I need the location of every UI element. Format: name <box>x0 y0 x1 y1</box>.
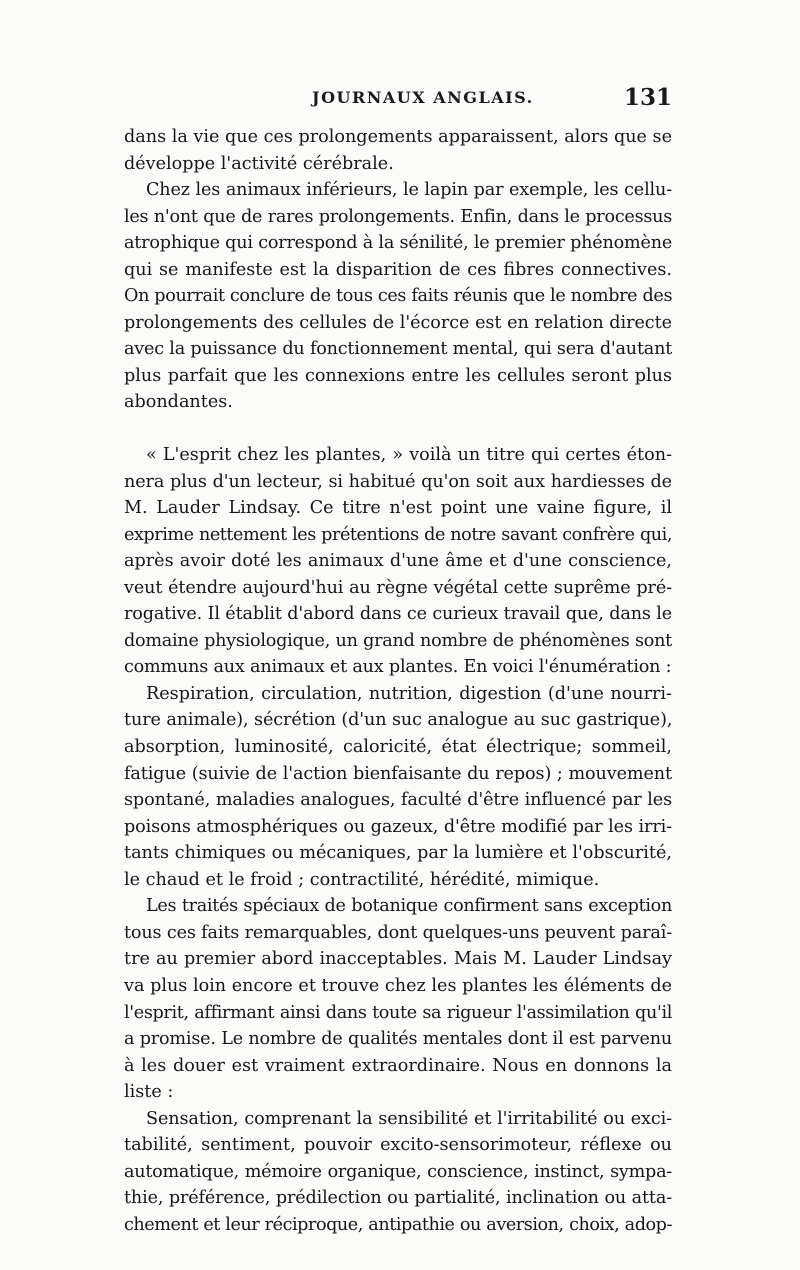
text-line: veut étendre aujourd'hui au règne végétal cette suprême pré- <box>124 577 672 598</box>
text-line: les n'ont que de rares prolongements. Enfin, dans le processus <box>124 206 672 227</box>
text-line: M. Lauder Lindsay. Ce titre n'est point une vaine figure, il <box>124 498 672 519</box>
text-line: tous ces faits remarquables, dont quelques-uns peuvent paraî- <box>124 922 672 943</box>
paragraph-gap <box>124 416 672 442</box>
text-line: tre au premier abord inacceptables. Mais M. Lauder Lindsay <box>124 949 672 970</box>
text-line: « L'esprit chez les plantes, » voilà un titre qui certes éton- <box>146 445 672 466</box>
page-number: 131 <box>623 84 672 111</box>
text-line: abondantes. <box>124 392 233 413</box>
paragraph-1 <box>124 124 672 177</box>
paragraph-3 <box>124 442 672 681</box>
paragraph-2 <box>124 177 672 416</box>
text-line: Chez les animaux inférieurs, le lapin par exemple, les cellu- <box>146 180 672 201</box>
text-line: prolongements des cellules de l'écorce est en relation directe <box>124 312 672 333</box>
text-line: dans la vie que ces prolongements apparaissent, alors que se <box>124 127 672 147</box>
text-line: qui se manifeste est la disparition de ces fibres connectives. <box>124 259 672 280</box>
text-line: fatigue (suivie de l'action bienfaisante du repos) ; mouvement <box>124 763 672 784</box>
text-line: l'esprit, affirmant ainsi dans toute sa rigueur l'assimilation qu'il <box>124 1002 672 1023</box>
text-line: poisons atmosphériques ou gazeux, d'être modifié par les irri- <box>124 816 672 837</box>
text-line: communs aux animaux et aux plantes. En voici l'énumération : <box>124 657 672 678</box>
text-line: avec la puissance du fonctionnement mental, qui sera d'autant <box>124 339 673 360</box>
text-line: liste : <box>124 1082 174 1103</box>
text-line: tabilité, sentiment, pouvoir excito-sensorimoteur, réflexe ou <box>124 1135 672 1156</box>
text-line: après avoir doté les animaux d'une âme et d'une conscience, <box>124 551 672 572</box>
body-text <box>124 124 672 1238</box>
text-line: spontané, maladies analogues, faculté d'être influencé par les <box>124 790 672 811</box>
paragraph-4 <box>124 681 672 893</box>
text-line: ture animale), sécrétion (d'un suc analogue au suc gastrique), <box>124 710 673 731</box>
text-line: nera plus d'un lecteur, si habitué qu'on soit aux hardiesses de <box>124 471 672 492</box>
text-line: Respiration, circulation, nutrition, digestion (d'une nourri- <box>146 683 672 704</box>
paragraph-6 <box>124 1106 672 1239</box>
text-line: rogative. Il établit d'abord dans ce curieux travail que, dans le <box>124 604 672 625</box>
running-head: JOURNAUX ANGLAIS. <box>312 88 534 107</box>
text-line: à les douer est vraiment extraordinaire. Nous en donnons la <box>124 1055 672 1076</box>
text-line: Les traités spéciaux de botanique confirment sans exception <box>146 896 672 917</box>
text-line: chement et leur réciproque, antipathie ou aversion, choix, adop- <box>124 1214 672 1235</box>
text-line: a promise. Le nombre de qualités mentales dont il est parvenu <box>124 1029 672 1050</box>
paragraph-5 <box>124 893 672 1105</box>
text-line: tants chimiques ou mécaniques, par la lumière et l'obscurité, <box>124 843 672 864</box>
text-line: plus parfait que les connexions entre les cellules seront plus <box>124 365 672 386</box>
text-line: va plus loin encore et trouve chez les plantes les éléments de <box>124 975 672 996</box>
text-line: thie, préférence, prédilection ou partialité, inclination ou atta- <box>124 1188 672 1209</box>
text-line: développe l'activité cérébrale. <box>124 153 394 174</box>
text-line: domaine physiologique, un grand nombre de phénomènes sont <box>124 630 672 651</box>
text-line: Sensation, comprenant la sensibilité et l'irritabilité ou exci- <box>146 1108 672 1129</box>
text-line: absorption, luminosité, caloricité, état électrique; sommeil, <box>124 737 672 758</box>
text-line: le chaud et le froid ; contractilité, hérédité, mimique. <box>124 869 600 890</box>
page-header <box>124 84 672 118</box>
text-line: exprime nettement les prétentions de notre savant confrère qui, <box>124 524 672 545</box>
text-line: automatique, mémoire organique, conscience, instinct, sympa- <box>124 1161 672 1182</box>
text-line: atrophique qui correspond à la sénilité, le premier phénomène <box>124 233 673 254</box>
text-line: On pourrait conclure de tous ces faits réunis que le nombre des <box>124 286 673 307</box>
